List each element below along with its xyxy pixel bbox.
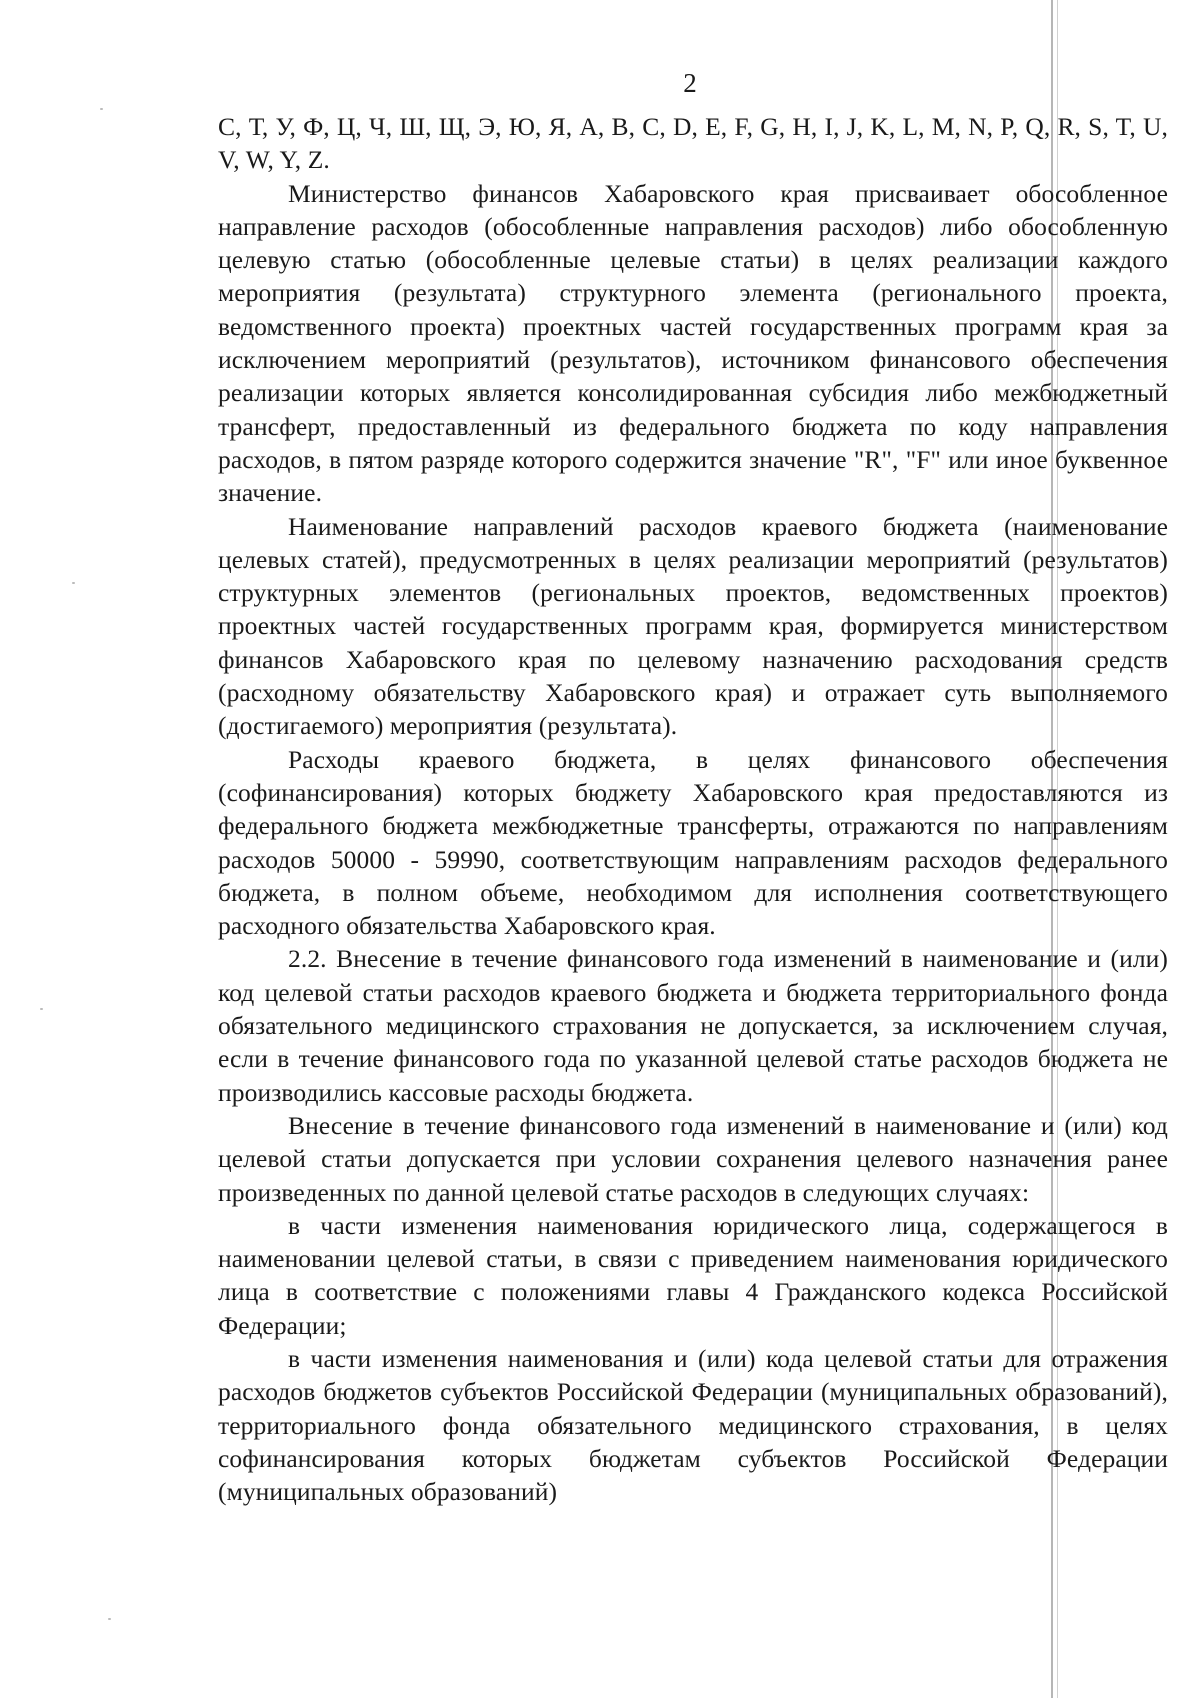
paragraph-section-2-2: 2.2. Внесение в течение финансового года изменений в наименование и (или) код целевой статьи расходов краевого бюджета и бюджета территориального фонда обязательного медицинского страхования не допускается, за исключением случая, если в течение финансового года по указанной целевой статье расходов бюджета не производились кассовые расходы бюджета.	[218, 944, 1168, 1107]
scan-speck	[40, 1008, 43, 1010]
scan-speck	[72, 582, 75, 584]
page-number: 2	[683, 68, 697, 98]
paragraph-allowed-changes: Внесение в течение финансового года изменений в наименование и (или) код целевой статьи допускается при условии сохранения целевого назначения ранее произведенных по данной целевой статье расходов в следующих случаях:	[218, 1110, 1168, 1207]
scan-speck	[108, 1618, 111, 1620]
paragraph-federal-transfers: Расходы краевого бюджета, в целях финансового обеспечения (софинансирования) которых бюджету Хабаровского края предоставляются из федерального бюджета межбюджетные трансферты, отражаются по направлениям расходов 50000 - 59990, соответствующим направлениям расходов федерального бюджета, в полном объеме, необходимом для исполнения соответствующего расходного обязательства Хабаровского края.	[218, 744, 1168, 941]
paragraph-legal-entity-case: в части изменения наименования юридического лица, содержащегося в наименовании целевой статьи, в связи с приведением наименования юридического лица в соответствие с положениями главы 4 Гражданского кодекса Российской Федерации;	[218, 1210, 1168, 1340]
paragraph-cofinancing-case: в части изменения наименования и (или) кода целевой статьи для отражения расходов бюджетов субъектов Российской Федерации (муниципальных образований), территориального фонда обязательного медицинского страхования, в целях софинансирования которых бюджетам субъектов Российской Федерации (муниципальных образований)	[218, 1343, 1168, 1507]
paragraph-naming-rules: Наименование направлений расходов краевого бюджета (наименование целевых статей), предусмотренных в целях реализации мероприятий (результатов) структурных элементов (региональных проектов, ведомственных проектов) проектных частей государственных программ края, формируется министерством финансов Хабаровского края по целевому назначению расходования средств (расходному обязательству Хабаровского края) и отражает суть выполняемого (достигаемого) мероприятия (результата).	[218, 511, 1168, 741]
document-body	[218, 110, 1168, 1508]
paragraph-alphabet-continuation: С, Т, У, Ф, Ц, Ч, Ш, Щ, Э, Ю, Я, A, B, C, D, E, F, G, H, I, J, K, L, M, N, P, Q, R, S, T, U, V, W, Y, Z.	[218, 112, 1168, 175]
scan-speck	[100, 108, 103, 110]
paragraph-ministry-assignment: Министерство финансов Хабаровского края присваивает обособленное направление расходов (обособленные направления расходов) либо обособленную целевую статью (обособленные целевые статьи) в целях реализации каждого мероприятия (результата) структурного элемента (регионального проекта, ведомственного проекта) проектных частей государственных программ края за исключением мероприятий (результатов), источником финансового обеспечения реализации которых является консолидированная субсидия либо межбюджетный трансферт, предоставленный из федерального бюджета по коду направления расходов, в пятом разряде которого содержится значение "R", "F" или иное буквенное значение.	[218, 178, 1168, 508]
